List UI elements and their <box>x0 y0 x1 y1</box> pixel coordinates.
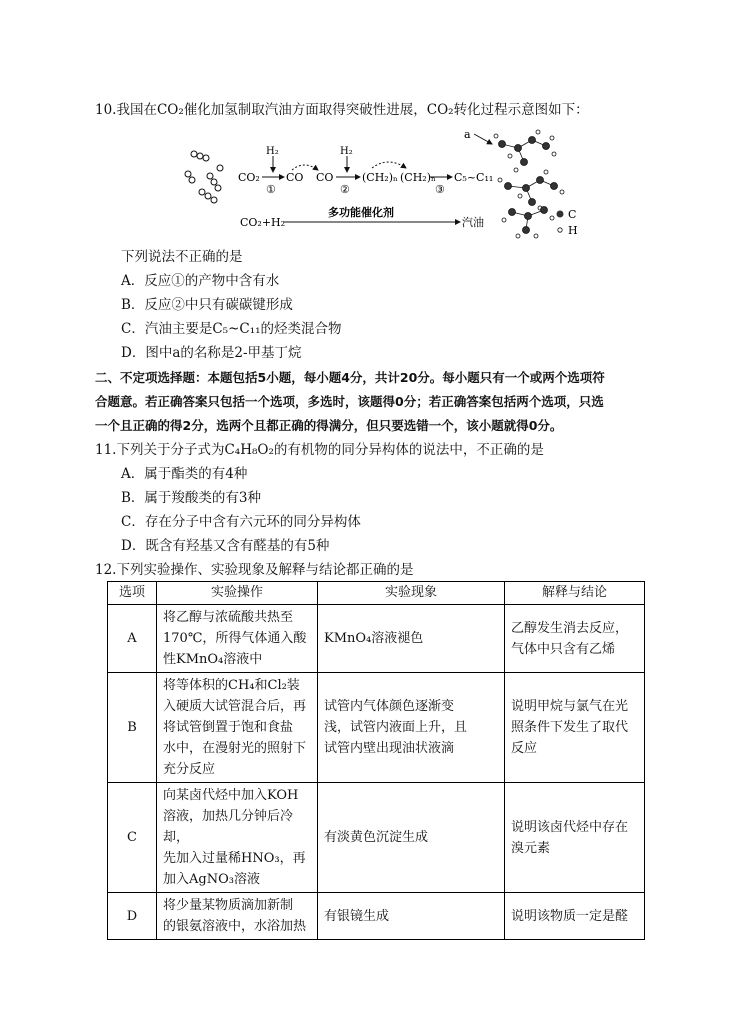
legend-h-label: H <box>568 224 578 237</box>
legend-c-label: C <box>568 208 577 221</box>
q11-option-b: B．属于羧酸类的有3种 <box>121 490 262 506</box>
q10-stem: 10.我国在CO₂催化加氢制取汽油方面取得突破性进展，CO₂转化过程示意图如下： <box>95 102 589 118</box>
hydrogen-legend-icon <box>558 228 562 232</box>
c5-c11-label: C₅~C₁₁ <box>454 171 494 184</box>
table-row <box>108 893 645 940</box>
header-operation: 实验操作 <box>157 582 318 605</box>
row-c-phenomenon: 有淡黄色沉淀生成 <box>318 783 505 893</box>
row-b-phenomenon: 试管内气体颜色逐渐变 浅，试管内液面上升，且 试管内壁出现油状液滴 <box>318 673 505 783</box>
table-header-row <box>108 582 645 605</box>
table-row <box>108 783 645 893</box>
section2-line-3: 一个且正确的得2分，选两个且都正确的得满分，但只要选错一个，该小题就得0分。 <box>95 418 563 433</box>
h2-label-1: H₂ <box>266 146 279 157</box>
row-d-conclusion: 说明该物质一定是醛 <box>505 893 645 940</box>
q11-option-a: A．属于酯类的有4种 <box>121 466 248 482</box>
q12-stem: 12.下列实验操作、实验现象及解释与结论都正确的是 <box>95 562 414 578</box>
row-a-conclusion: 乙醇发生消去反应， 气体中只含有乙烯 <box>505 605 645 673</box>
q10-option-b: B．反应②中只有碳碳键形成 <box>121 297 293 313</box>
header-conclusion: 解释与结论 <box>505 582 645 605</box>
experiment-table <box>107 581 645 940</box>
row-a-phenomenon: KMnO₄溶液褪色 <box>318 605 505 673</box>
row-c-conclusion: 说明该卤代烃中存在 溴元素 <box>505 783 645 893</box>
header-phenomenon: 实验现象 <box>318 582 505 605</box>
header-option: 选项 <box>108 582 157 605</box>
section2-line-1: 二、不定项选择题：本题包括5小题，每小题4分，共计20分。每小题只有一个或两个选项符 <box>95 370 605 385</box>
q10-option-c: C．汽油主要是C₅~C₁₁的烃类混合物 <box>121 321 342 337</box>
row-b-operation: 将等体积的CH₄和Cl₂装 入硬质大试管混合后，再 将试管倒置于饱和食盐 水中，在漫射光的照射下 充分反应 <box>157 673 318 783</box>
catalyst-label: 多功能催化剂 <box>328 206 394 219</box>
step-3-label: ③ <box>435 183 445 196</box>
gasoline-molecules-icon <box>494 130 564 238</box>
q11-option-c: C．存在分子中含有六元环的同分异构体 <box>121 514 361 530</box>
co-label-1: CO <box>286 171 304 184</box>
ch2n-label-2: (CH₂)ₙ <box>400 171 436 184</box>
row-c-operation: 向某卤代烃中加入KOH 溶液，加热几分钟后冷却， 先加入过量稀HNO₃，再 加入AgNO₃溶液 <box>157 783 318 893</box>
row-b-option: B <box>108 673 157 783</box>
row-d-operation: 将少量某物质滴加新制 的银氨溶液中，水浴加热 <box>157 893 318 940</box>
co2-label: CO₂ <box>238 171 260 184</box>
q10-prompt: 下列说法不正确的是 <box>121 249 243 265</box>
table-row <box>108 605 645 673</box>
q11-stem: 11.下列关于分子式为C₄H₈O₂的有机物的同分异构体的说法中，不正确的是 <box>95 442 544 458</box>
co2-molecules-icon <box>185 151 223 203</box>
co2-h2-label: CO₂+H₂ <box>240 216 286 229</box>
carbon-legend-icon <box>557 211 564 218</box>
co-label-2: CO <box>316 171 334 184</box>
co2-conversion-diagram <box>180 126 600 244</box>
section2-line-2: 合题意。若正确答案只包括一个选项，多选时，该题得0分；若正确答案包括两个选项，只选 <box>95 394 604 409</box>
ch2n-label-1: (CH₂)ₙ <box>362 171 398 184</box>
q10-option-a: A．反应①的产物中含有水 <box>121 273 280 289</box>
row-c-option: C <box>108 783 157 893</box>
q11-option-d: D．既含有羟基又含有醛基的有5种 <box>121 538 330 554</box>
table-row <box>108 673 645 783</box>
label-a: a <box>464 128 471 141</box>
step-2-label: ② <box>340 183 350 196</box>
q10-option-d: D．图中a的名称是2-甲基丁烷 <box>121 345 302 361</box>
row-b-conclusion: 说明甲烷与氯气在光 照条件下发生了取代 反应 <box>505 673 645 783</box>
row-a-option: A <box>108 605 157 673</box>
h2-label-2: H₂ <box>340 146 353 157</box>
row-d-phenomenon: 有银镜生成 <box>318 893 505 940</box>
row-d-option: D <box>108 893 157 940</box>
row-a-operation: 将乙醇与浓硫酸共热至 170℃，所得气体通入酸 性KMnO₄溶液中 <box>157 605 318 673</box>
gasoline-label: 汽油 <box>462 216 484 229</box>
step-1-label: ① <box>266 183 276 196</box>
